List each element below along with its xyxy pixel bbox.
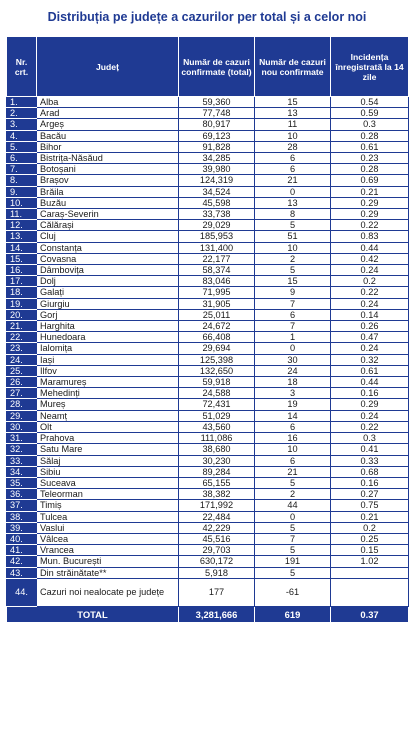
row-county: Sălaj [37,455,179,466]
row-total-cases: 34,285 [179,153,255,164]
row-total-cases: 42,229 [179,522,255,533]
row-new-cases: 16 [255,433,331,444]
table-header-row [7,37,409,97]
row-incidence: 0.29 [331,399,409,410]
row-incidence: 0.33 [331,455,409,466]
row-total-cases: 39,980 [179,164,255,175]
row-new-cases: 1 [255,332,331,343]
table-row [7,354,409,365]
row-total-cases: 58,374 [179,265,255,276]
row-number: 29. [7,410,37,421]
row-number: 25. [7,365,37,376]
row-new-cases: 6 [255,309,331,320]
row-new-cases: 7 [255,298,331,309]
row-county: Mehedinți [37,388,179,399]
row-total-cases: 38,382 [179,489,255,500]
row-new-cases: 18 [255,377,331,388]
row-new-cases: 6 [255,164,331,175]
table-row [7,533,409,544]
row-number: 7. [7,164,37,175]
row-number: 34. [7,466,37,477]
row-incidence: 0.61 [331,365,409,376]
table-body [7,97,409,607]
row-incidence: 0.23 [331,153,409,164]
row-total-cases: 34,524 [179,186,255,197]
row-incidence: 0.24 [331,343,409,354]
row-incidence: 0.59 [331,108,409,119]
page-title: Distribuția pe județe a cazurilor per total și a celor noi [47,10,367,24]
row-new-cases: 13 [255,108,331,119]
total-incidence: 0.37 [331,606,409,622]
row-new-cases: 6 [255,421,331,432]
row-county: Constanța [37,242,179,253]
row-county: Din străinătate** [37,567,179,578]
table-row [7,253,409,264]
row-incidence: 0.41 [331,444,409,455]
table-row [7,119,409,130]
row-new-cases: 0 [255,186,331,197]
row-incidence: 0.54 [331,97,409,108]
row-total-cases: 71,995 [179,287,255,298]
row-county: Prahova [37,433,179,444]
table-row [7,175,409,186]
table-row [7,321,409,332]
row-county: Covasna [37,253,179,264]
table-row [7,186,409,197]
row-county: Timiș [37,500,179,511]
row-number: 18. [7,287,37,298]
row-county: Brăila [37,186,179,197]
row-new-cases: 2 [255,253,331,264]
table-row [7,455,409,466]
row-incidence: 0.68 [331,466,409,477]
table-row [7,242,409,253]
row-incidence: 0.29 [331,197,409,208]
table-row [7,556,409,567]
row-county: Cluj [37,231,179,242]
table-row [7,343,409,354]
row-new-cases: 7 [255,533,331,544]
row-total-cases: 29,703 [179,545,255,556]
row-total-cases: 43,560 [179,421,255,432]
row-county: Dolj [37,276,179,287]
row-number: 39. [7,522,37,533]
row-number: 8. [7,175,37,186]
row-new-cases: 51 [255,231,331,242]
table-row [7,108,409,119]
row-county: Harghita [37,321,179,332]
row-number: 36. [7,489,37,500]
table-row [7,276,409,287]
row-county: Dâmbovița [37,265,179,276]
row-incidence [331,567,409,578]
row-new-cases: 5 [255,477,331,488]
table-row [7,141,409,152]
row-new-cases: 10 [255,130,331,141]
row-incidence: 0.16 [331,388,409,399]
table-row [7,444,409,455]
row-new-cases: 5 [255,220,331,231]
table-row [7,332,409,343]
row-total-cases: 25,011 [179,309,255,320]
row-number: 37. [7,500,37,511]
row-total-cases: 59,918 [179,377,255,388]
row-number: 26. [7,377,37,388]
table-row [7,130,409,141]
row-new-cases: 14 [255,410,331,421]
row-county: Cazuri noi nealocate pe județe [37,578,179,606]
row-incidence: 0.29 [331,209,409,220]
table-row [7,433,409,444]
row-new-cases: 7 [255,321,331,332]
row-county: Argeș [37,119,179,130]
row-incidence: 0.24 [331,298,409,309]
row-total-cases: 33,738 [179,209,255,220]
row-total-cases: 31,905 [179,298,255,309]
row-incidence: 0.22 [331,220,409,231]
row-new-cases: 44 [255,500,331,511]
row-county: Bistrița-Năsăud [37,153,179,164]
row-new-cases: 21 [255,466,331,477]
row-number: 44. [7,578,37,606]
table-row [7,500,409,511]
row-incidence: 0.3 [331,433,409,444]
row-incidence [331,578,409,606]
row-new-cases: 191 [255,556,331,567]
row-number: 2. [7,108,37,119]
table-row [7,410,409,421]
row-new-cases: 10 [255,242,331,253]
row-number: 16. [7,265,37,276]
row-new-cases: 5 [255,567,331,578]
row-number: 1. [7,97,37,108]
table-row [7,365,409,376]
row-number: 41. [7,545,37,556]
row-new-cases: 11 [255,119,331,130]
row-incidence: 0.3 [331,119,409,130]
row-number: 3. [7,119,37,130]
row-incidence: 0.27 [331,489,409,500]
row-county: Galați [37,287,179,298]
row-total-cases: 111,086 [179,433,255,444]
row-new-cases: 24 [255,365,331,376]
table-row [7,466,409,477]
row-number: 20. [7,309,37,320]
row-total-cases: 80,917 [179,119,255,130]
row-number: 15. [7,253,37,264]
row-new-cases: -61 [255,578,331,606]
table-row [7,545,409,556]
row-county: Teleorman [37,489,179,500]
row-incidence: 0.21 [331,511,409,522]
row-new-cases: 2 [255,489,331,500]
row-total-cases: 630,172 [179,556,255,567]
row-incidence: 0.28 [331,164,409,175]
row-incidence: 0.47 [331,332,409,343]
row-county: Mun. București [37,556,179,567]
row-total-cases: 91,828 [179,141,255,152]
table-row [7,477,409,488]
row-number: 40. [7,533,37,544]
row-number: 35. [7,477,37,488]
row-number: 17. [7,276,37,287]
row-county: Călărași [37,220,179,231]
row-total-cases: 185,953 [179,231,255,242]
row-total-cases: 38,680 [179,444,255,455]
table-row [7,388,409,399]
table-row [7,287,409,298]
row-incidence: 0.2 [331,276,409,287]
row-number: 10. [7,197,37,208]
row-new-cases: 0 [255,343,331,354]
row-incidence: 0.2 [331,522,409,533]
table-row [7,511,409,522]
row-county: Neamț [37,410,179,421]
row-total-cases: 5,918 [179,567,255,578]
row-incidence: 0.83 [331,231,409,242]
row-incidence: 0.26 [331,321,409,332]
table-row [7,209,409,220]
row-county: Bihor [37,141,179,152]
row-incidence: 0.24 [331,410,409,421]
cases-table [6,36,409,623]
row-number: 5. [7,141,37,152]
row-number: 4. [7,130,37,141]
table-row [7,399,409,410]
header-noi: Număr de cazuri nou confirmate [255,37,331,97]
total-row [7,606,409,622]
row-incidence: 0.42 [331,253,409,264]
row-total-cases: 89,284 [179,466,255,477]
row-number: 38. [7,511,37,522]
row-number: 22. [7,332,37,343]
row-county: Ilfov [37,365,179,376]
row-total-cases: 45,516 [179,533,255,544]
row-incidence: 0.69 [331,175,409,186]
table-row [7,153,409,164]
table-row [7,164,409,175]
row-incidence: 1.02 [331,556,409,567]
row-number: 11. [7,209,37,220]
row-total-cases: 125,398 [179,354,255,365]
row-incidence: 0.25 [331,533,409,544]
row-new-cases: 6 [255,153,331,164]
row-county: Mureș [37,399,179,410]
row-incidence: 0.14 [331,309,409,320]
row-incidence: 0.44 [331,242,409,253]
row-total-cases: 29,029 [179,220,255,231]
row-new-cases: 5 [255,545,331,556]
row-incidence: 0.22 [331,287,409,298]
row-county: Ialomița [37,343,179,354]
row-total-cases: 124,319 [179,175,255,186]
row-incidence: 0.15 [331,545,409,556]
row-new-cases: 8 [255,209,331,220]
row-total-cases: 65,155 [179,477,255,488]
total-label: TOTAL [7,606,179,622]
row-total-cases: 29,694 [179,343,255,354]
table-row [7,97,409,108]
row-total-cases: 51,029 [179,410,255,421]
table-row [7,421,409,432]
row-incidence: 0.22 [331,421,409,432]
row-new-cases: 6 [255,455,331,466]
row-total-cases: 24,588 [179,388,255,399]
row-county: Vaslui [37,522,179,533]
row-county: Alba [37,97,179,108]
row-total-cases: 177 [179,578,255,606]
row-number: 21. [7,321,37,332]
row-total-cases: 22,177 [179,253,255,264]
row-total-cases: 132,650 [179,365,255,376]
table-row [7,578,409,606]
table-row [7,231,409,242]
table-row [7,377,409,388]
row-number: 19. [7,298,37,309]
row-new-cases: 0 [255,511,331,522]
row-county: Caraș-Severin [37,209,179,220]
row-county: Olt [37,421,179,432]
row-new-cases: 13 [255,197,331,208]
row-county: Buzău [37,197,179,208]
row-incidence: 0.21 [331,186,409,197]
row-number: 32. [7,444,37,455]
row-county: Iași [37,354,179,365]
table-row [7,298,409,309]
row-total-cases: 66,408 [179,332,255,343]
row-total-cases: 24,672 [179,321,255,332]
row-new-cases: 28 [255,141,331,152]
row-county: Sibiu [37,466,179,477]
row-number: 27. [7,388,37,399]
row-county: Vâlcea [37,533,179,544]
row-number: 33. [7,455,37,466]
row-number: 42. [7,556,37,567]
row-total-cases: 22,484 [179,511,255,522]
row-new-cases: 10 [255,444,331,455]
row-county: Satu Mare [37,444,179,455]
row-county: Brașov [37,175,179,186]
row-county: Giurgiu [37,298,179,309]
row-number: 23. [7,343,37,354]
row-county: Tulcea [37,511,179,522]
total-new: 619 [255,606,331,622]
row-number: 6. [7,153,37,164]
table-row [7,522,409,533]
row-total-cases: 69,123 [179,130,255,141]
row-new-cases: 9 [255,287,331,298]
row-total-cases: 59,360 [179,97,255,108]
row-incidence: 0.75 [331,500,409,511]
row-incidence: 0.32 [331,354,409,365]
row-new-cases: 21 [255,175,331,186]
table-row [7,489,409,500]
row-county: Vrancea [37,545,179,556]
table-row [7,309,409,320]
row-incidence: 0.28 [331,130,409,141]
row-number: 31. [7,433,37,444]
row-number: 30. [7,421,37,432]
row-number: 12. [7,220,37,231]
row-total-cases: 131,400 [179,242,255,253]
row-total-cases: 45,598 [179,197,255,208]
row-number: 13. [7,231,37,242]
header-incidenta: Incidența înregistrată la 14 zile [331,37,409,97]
row-number: 9. [7,186,37,197]
row-county: Suceava [37,477,179,488]
row-total-cases: 72,431 [179,399,255,410]
row-total-cases: 83,046 [179,276,255,287]
table-row [7,265,409,276]
row-new-cases: 3 [255,388,331,399]
row-county: Hunedoara [37,332,179,343]
row-county: Botoșani [37,164,179,175]
row-number: 43. [7,567,37,578]
total-cases: 3,281,666 [179,606,255,622]
row-incidence: 0.61 [331,141,409,152]
header-nr: Nr. crt. [7,37,37,97]
row-county: Gorj [37,309,179,320]
row-new-cases: 5 [255,522,331,533]
header-total: Număr de cazuri confirmate (total) [179,37,255,97]
row-new-cases: 15 [255,97,331,108]
row-number: 28. [7,399,37,410]
row-new-cases: 19 [255,399,331,410]
row-new-cases: 30 [255,354,331,365]
row-county: Arad [37,108,179,119]
table-row [7,567,409,578]
row-incidence: 0.24 [331,265,409,276]
table-row [7,220,409,231]
row-total-cases: 171,992 [179,500,255,511]
row-total-cases: 30,230 [179,455,255,466]
row-new-cases: 15 [255,276,331,287]
row-county: Bacău [37,130,179,141]
row-total-cases: 77,748 [179,108,255,119]
row-incidence: 0.44 [331,377,409,388]
row-new-cases: 5 [255,265,331,276]
row-number: 14. [7,242,37,253]
header-judet: Județ [37,37,179,97]
row-incidence: 0.16 [331,477,409,488]
row-county: Maramureș [37,377,179,388]
table-row [7,197,409,208]
row-number: 24. [7,354,37,365]
